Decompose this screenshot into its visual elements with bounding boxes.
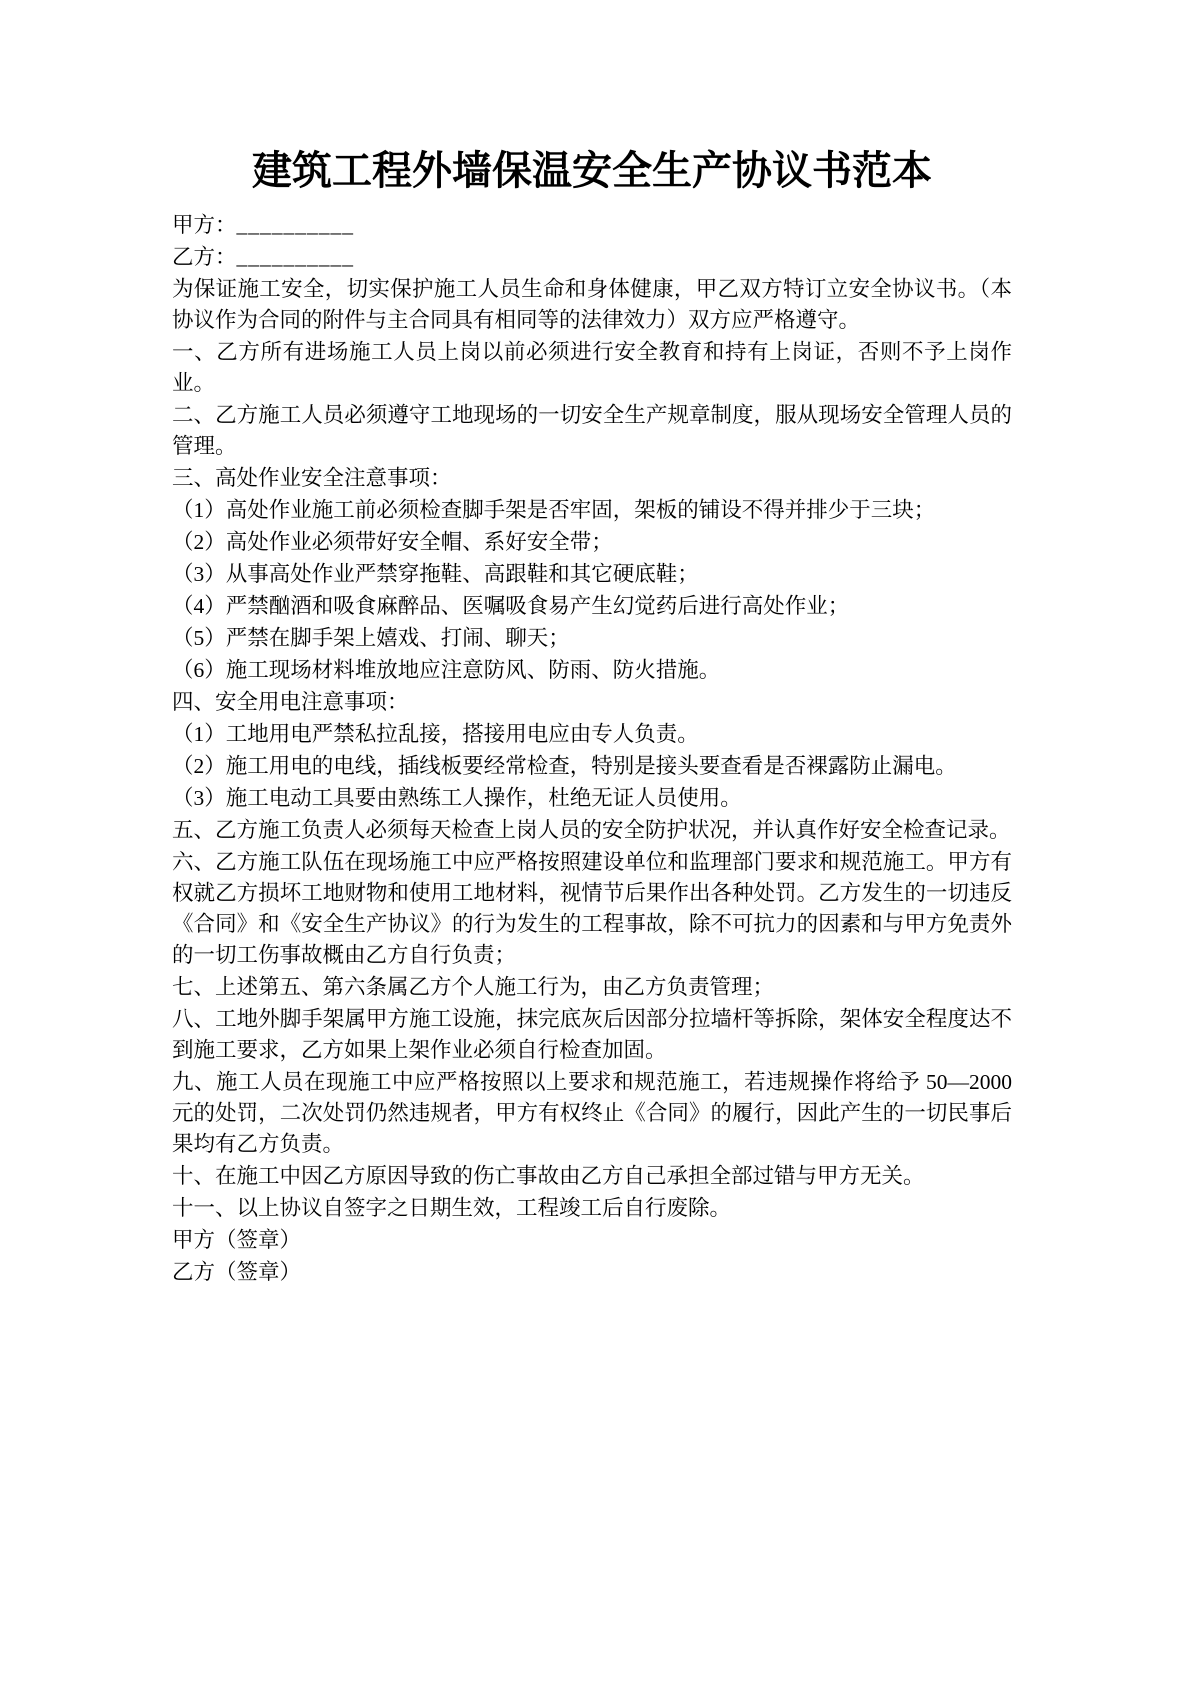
document-body xyxy=(172,274,1012,1288)
clause-2: 二、乙方施工人员必须遵守工地现场的一切安全生产规章制度，服从现场安全管理人员的管理。 xyxy=(172,403,1012,458)
preamble-paragraph: 为保证施工安全，切实保护施工人员生命和身体健康，甲乙双方特订立安全协议书。（本协议作为合同的附件与主合同具有相同等的法律效力）双方应严格遵守。 xyxy=(172,277,1012,332)
clause-6: 六、乙方施工队伍在现场施工中应严格按照建设单位和监理部门要求和规范施工。甲方有权就乙方损坏工地财物和使用工地材料，视情节后果作出各种处罚。乙方发生的一切违反《合同》和《安全生产协议》的行为发生的工程事故，除不可抗力的因素和与甲方免责外的一切工伤事故概由乙方自行负责； xyxy=(172,850,1012,967)
clause-4-item-3: （3）施工电动工具要由熟练工人操作，杜绝无证人员使用。 xyxy=(172,786,742,810)
party-a-blank-line: __________ xyxy=(236,213,355,237)
party-a-line xyxy=(172,210,1012,241)
party-a-signature-line: 甲方（签章） xyxy=(172,1228,302,1252)
clause-4-item-2: （2）施工用电的电线，插线板要经常检查，特别是接头要查看是否裸露防止漏电。 xyxy=(172,754,957,778)
clause-3-item-2: （2）高处作业必须带好安全帽、系好安全带； xyxy=(172,530,613,554)
clause-10: 十、在施工中因乙方原因导致的伤亡事故由乙方自己承担全部过错与甲方无关。 xyxy=(172,1164,925,1188)
party-b-signature-line: 乙方（签章） xyxy=(172,1260,302,1284)
clause-3-item-5: （5）严禁在脚手架上嬉戏、打闹、聊天； xyxy=(172,626,570,650)
clause-3-heading: 三、高处作业安全注意事项： xyxy=(172,466,452,490)
clause-11: 十一、以上协议自签字之日期生效，工程竣工后自行废除。 xyxy=(172,1196,732,1220)
party-a-label: 甲方： xyxy=(172,213,237,237)
party-b-blank-line: __________ xyxy=(236,245,355,269)
document-title: 建筑工程外墙保温安全生产协议书范本 xyxy=(252,148,932,193)
clause-4-heading: 四、安全用电注意事项： xyxy=(172,690,409,714)
party-b-label: 乙方： xyxy=(172,245,237,269)
clause-3-item-1: （1）高处作业施工前必须检查脚手架是否牢固，架板的铺设不得并排少于三块； xyxy=(172,498,936,522)
clause-3-item-3: （3）从事高处作业严禁穿拖鞋、高跟鞋和其它硬底鞋； xyxy=(172,562,699,586)
clause-7: 七、上述第五、第六条属乙方个人施工行为，由乙方负责管理； xyxy=(172,975,775,999)
clause-3-item-6: （6）施工现场材料堆放地应注意防风、防雨、防火措施。 xyxy=(172,658,721,682)
party-b-line xyxy=(172,242,1012,273)
clause-4-item-1: （1）工地用电严禁私拉乱接，搭接用电应由专人负责。 xyxy=(172,722,699,746)
clause-5: 五、乙方施工负责人必须每天检查上岗人员的安全防护状况，并认真作好安全检查记录。 xyxy=(172,818,1011,842)
clause-9: 九、施工人员在现施工中应严格按照以上要求和规范施工，若违规操作将给予 50—2000 元的处罚，二次处罚仍然违规者，甲方有权终止《合同》的履行，因此产生的一切民事后果均有乙方负责。 xyxy=(172,1070,1012,1156)
clause-1: 一、乙方所有进场施工人员上岗以前必须进行安全教育和持有上岗证，否则不予上岗作业。 xyxy=(172,340,1012,395)
clause-8: 八、工地外脚手架属甲方施工设施，抹完底灰后因部分拉墙杆等拆除，架体安全程度达不到施工要求，乙方如果上架作业必须自行检查加固。 xyxy=(172,1007,1012,1062)
clause-3-item-4: （4）严禁酗酒和吸食麻醉品、医嘱吸食易产生幻觉药后进行高处作业； xyxy=(172,594,850,618)
